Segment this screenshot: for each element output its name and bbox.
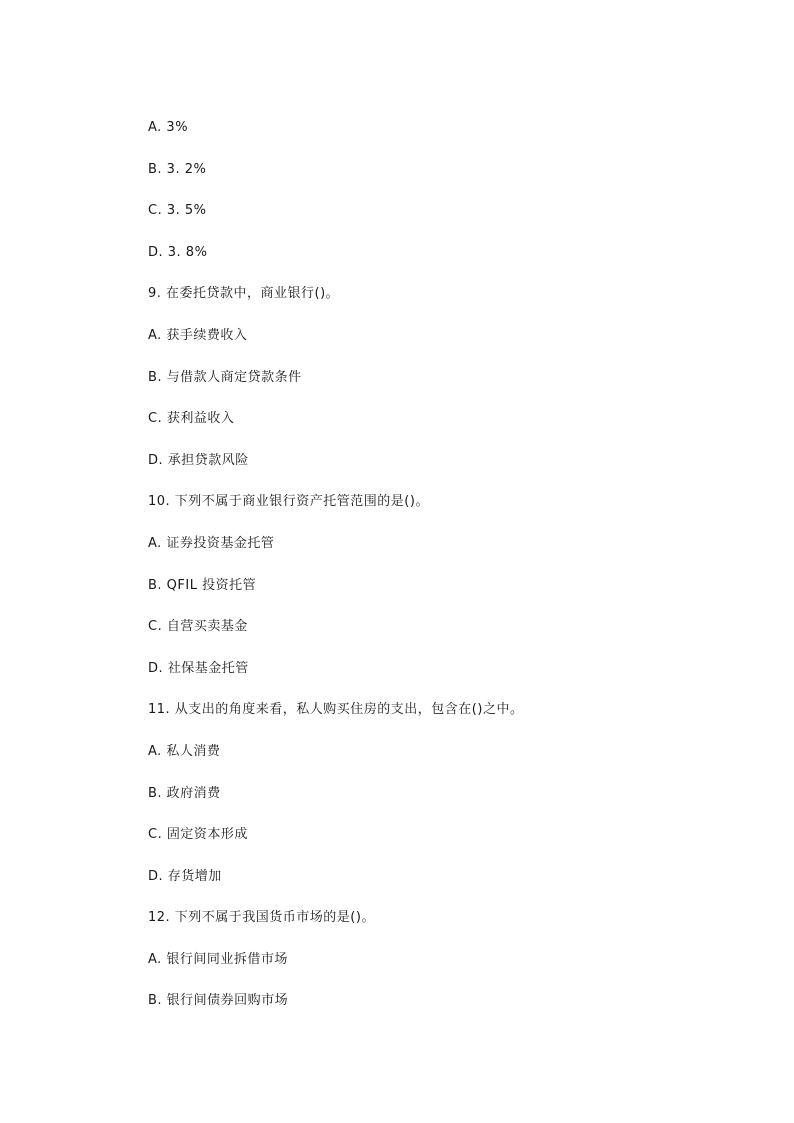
option-b-q8: B. 3. 2% [148,161,207,177]
question-11: 11. 从支出的角度来看，私人购买住房的支出，包含在()之中。 [148,702,524,718]
question-9: 9. 在委托贷款中，商业银行()。 [148,286,340,302]
option-a-q11: A. 私人消费 [148,743,221,759]
option-c-q10: C. 自营买卖基金 [148,619,248,635]
option-d-q11: D. 存货增加 [148,868,222,884]
option-b-q11: B. 政府消费 [148,785,221,801]
question-content [148,118,748,1033]
question-10: 10. 下列不属于商业银行资产托管范围的是()。 [148,494,429,510]
option-a-q9: A. 获手续费收入 [148,327,248,343]
option-b-q9: B. 与借款人商定贷款条件 [148,369,302,385]
option-c-q8: C. 3. 5% [148,203,207,219]
option-a-q8: A. 3% [148,120,189,135]
option-d-q8: D. 3. 8% [148,244,208,260]
option-a-q10: A. 证券投资基金托管 [148,535,275,551]
option-b-q12: B. 银行间债券回购市场 [148,993,289,1009]
question-12: 12. 下列不属于我国货币市场的是()。 [148,910,375,926]
option-d-q9: D. 承担贷款风险 [148,452,249,468]
option-d-q10: D. 社保基金托管 [148,660,249,676]
option-a-q12: A. 银行间同业拆借市场 [148,951,288,967]
option-c-q11: C. 固定资本形成 [148,827,248,843]
option-c-q9: C. 获利益收入 [148,411,235,427]
option-b-q10: B. QFIL 投资托管 [148,577,257,593]
